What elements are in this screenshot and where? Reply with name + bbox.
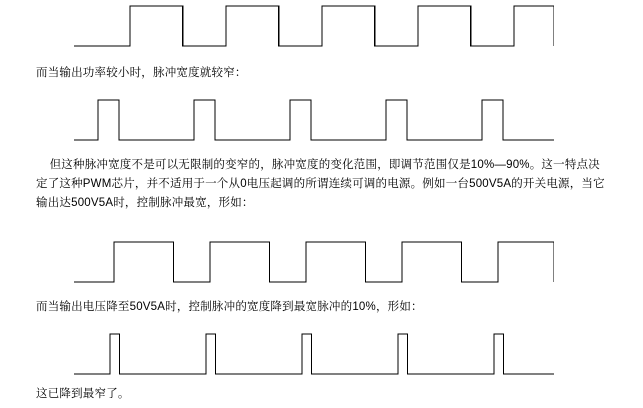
pulse-waveform-narrow-middle (74, 96, 554, 144)
pulse-waveform-wide-top (74, 2, 554, 50)
paragraph-3: 而当输出电压降至50V5A时，控制脉冲的宽度降到最宽脉冲的10%，形如： (36, 301, 423, 313)
pulse-waveform-narrowest (74, 330, 554, 378)
paragraph-1: 而当输出功率较小时，脉冲宽度就较窄： (36, 67, 247, 79)
paragraph-4: 这已降到最窄了。 (36, 388, 130, 400)
paragraph-2: 但这种脉冲宽度不是可以无限制的变窄的，脉冲宽度的变化范围，即调节范围仅是10%—90%。这一特点决定了这种PWM芯片，并不适用于一个从0电压起调的所谓连续可调的电源。例如一台500V5A的开关电源，当它输出达500V5A时，控制脉冲最宽，形如： (36, 159, 605, 209)
pulse-waveform-widest (74, 238, 554, 286)
